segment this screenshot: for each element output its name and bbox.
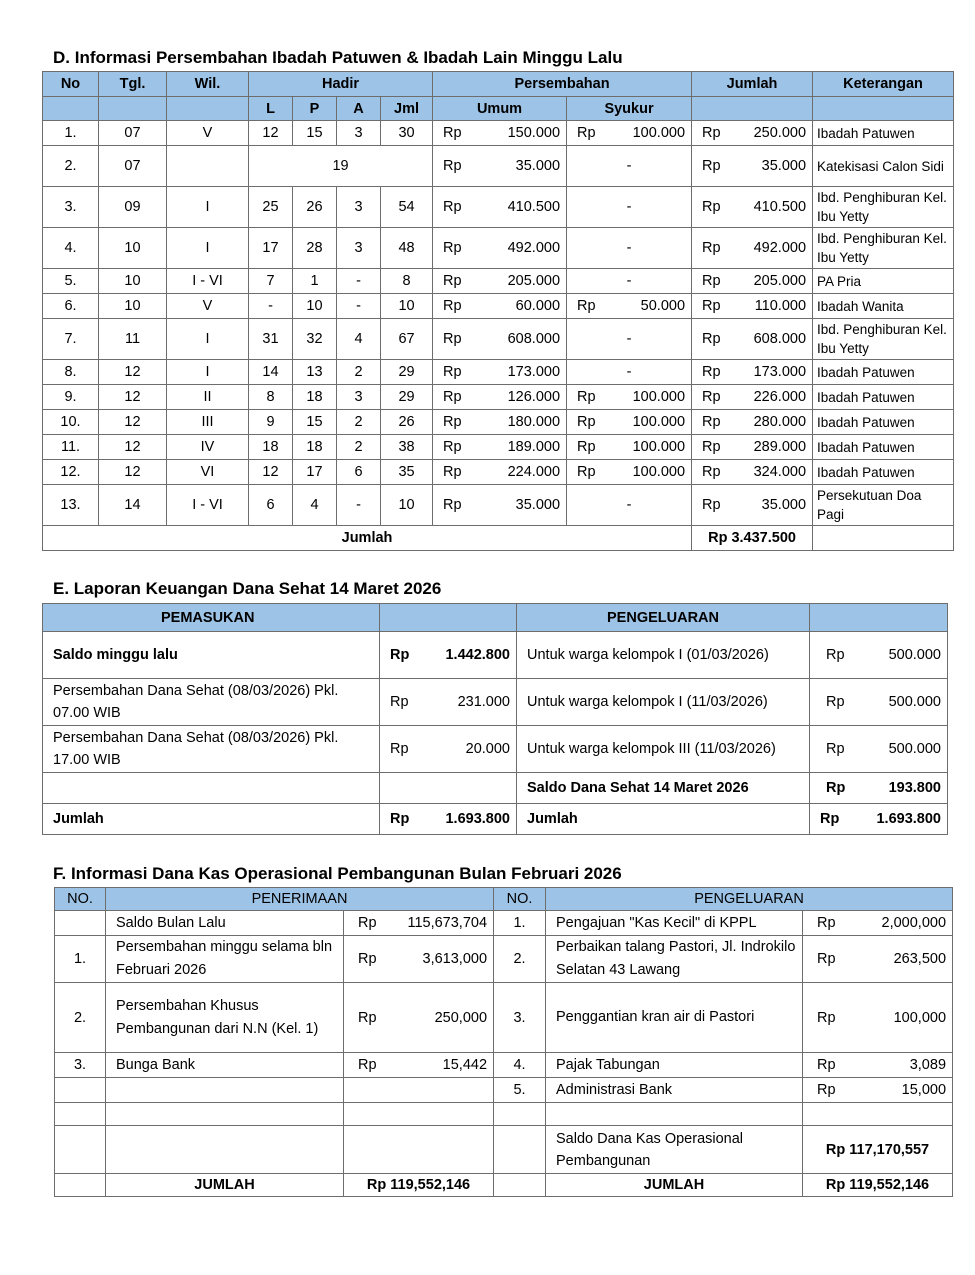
row-syukur: - xyxy=(567,485,692,526)
col-jumlah: Jumlah xyxy=(692,72,813,97)
out-no xyxy=(494,1103,546,1126)
table-row xyxy=(43,679,948,726)
out-label: Pajak Tabungan xyxy=(546,1053,803,1078)
table-row xyxy=(55,1053,953,1078)
total-out-label: Jumlah xyxy=(517,804,810,835)
table-row xyxy=(43,360,954,385)
row-p: 13 xyxy=(293,360,337,385)
total-in-amount: Rp 1.693.800 xyxy=(380,804,517,835)
total-out-label: JUMLAH xyxy=(546,1174,803,1197)
table-row xyxy=(43,726,948,773)
penerimaan-header: PENERIMAAN xyxy=(106,888,494,911)
sub-empty xyxy=(692,97,813,121)
row-umum: Rp 224.000 xyxy=(433,460,567,485)
row-p: 28 xyxy=(293,228,337,269)
out-no-header: NO. xyxy=(494,888,546,911)
row-jumlah: Rp 280.000 xyxy=(692,410,813,435)
saldo-in-label xyxy=(106,1126,344,1174)
row-no: 12. xyxy=(43,460,99,485)
table-row xyxy=(55,983,953,1053)
out-amount: Rp 15,000 xyxy=(803,1078,953,1103)
row-jml: 29 xyxy=(381,360,433,385)
row-a: 6 xyxy=(337,460,381,485)
saldo-in-amount xyxy=(344,1126,494,1174)
out-label: Untuk warga kelompok III (11/03/2026) xyxy=(517,726,810,773)
row-jml: 67 xyxy=(381,319,433,360)
pemasukan-header: PEMASUKAN xyxy=(43,604,380,632)
total-value: Rp 3.437.500 xyxy=(692,526,813,551)
row-no: 3. xyxy=(43,187,99,228)
row-umum: Rp 60.000 xyxy=(433,294,567,319)
in-amount xyxy=(344,1078,494,1103)
total-in-label: JUMLAH xyxy=(106,1174,344,1197)
row-p: 32 xyxy=(293,319,337,360)
in-label: Saldo minggu lalu xyxy=(43,632,380,679)
row-syukur: - xyxy=(567,269,692,294)
row-a: 3 xyxy=(337,228,381,269)
row-a: 3 xyxy=(337,187,381,228)
in-amount: Rp 3,613,000 xyxy=(344,936,494,983)
row-jml: 29 xyxy=(381,385,433,410)
row-tgl: 12 xyxy=(99,385,167,410)
row-hadir-merged: 19 xyxy=(249,146,433,187)
col-syukur: Syukur xyxy=(567,97,692,121)
row-l: 25 xyxy=(249,187,293,228)
total-in-label: Jumlah xyxy=(43,804,380,835)
section-e-title: E. Laporan Keuangan Dana Sehat 14 Maret 2026 xyxy=(53,579,442,598)
row-jml: 30 xyxy=(381,121,433,146)
offering-table xyxy=(42,71,954,551)
row-syukur: Rp 100.000 xyxy=(567,385,692,410)
row-tgl: 09 xyxy=(99,187,167,228)
row-syukur: - xyxy=(567,228,692,269)
row-jumlah: Rp 289.000 xyxy=(692,435,813,460)
row-keterangan: Ibd. Penghiburan Kel. Ibu Yetty xyxy=(813,228,954,269)
table-row xyxy=(55,1103,953,1126)
section-d-title: D. Informasi Persembahan Ibadah Patuwen & Ibadah Lain Minggu Lalu xyxy=(53,48,623,67)
in-no: 1. xyxy=(55,936,106,983)
table-row xyxy=(43,319,954,360)
row-p: 15 xyxy=(293,121,337,146)
row-tgl: 07 xyxy=(99,121,167,146)
row-jml: 8 xyxy=(381,269,433,294)
out-no: 3. xyxy=(494,983,546,1053)
header-empty xyxy=(380,604,517,632)
row-no: 6. xyxy=(43,294,99,319)
section-f-title: F. Informasi Dana Kas Operasional Pembangunan Bulan Februari 2026 xyxy=(53,864,622,883)
row-umum: Rp 608.000 xyxy=(433,319,567,360)
row-l: 8 xyxy=(249,385,293,410)
row-wil: I - VI xyxy=(167,269,249,294)
in-label: Persembahan Dana Sehat (08/03/2026) Pkl. 17.00 WIB xyxy=(43,726,380,773)
in-amount: Rp 1.442.800 xyxy=(380,632,517,679)
in-label xyxy=(43,773,380,804)
row-keterangan: Ibadah Wanita xyxy=(813,294,954,319)
pengeluaran-header: PENGELUARAN xyxy=(546,888,953,911)
out-no: 4. xyxy=(494,1053,546,1078)
in-label: Persembahan Dana Sehat (08/03/2026) Pkl. 07.00 WIB xyxy=(43,679,380,726)
col-tgl: Tgl. xyxy=(99,72,167,97)
row-jumlah: Rp 110.000 xyxy=(692,294,813,319)
row-l: 14 xyxy=(249,360,293,385)
saldo-label: Saldo Dana Kas Operasional Pembangunan xyxy=(546,1126,803,1174)
row-umum: Rp 205.000 xyxy=(433,269,567,294)
row-jumlah: Rp 410.500 xyxy=(692,187,813,228)
table-row xyxy=(43,269,954,294)
col-hadir: Hadir xyxy=(249,72,433,97)
row-keterangan: Ibadah Patuwen xyxy=(813,121,954,146)
total-out-amount: Rp 1.693.800 xyxy=(810,804,948,835)
in-no xyxy=(55,1078,106,1103)
row-l: 7 xyxy=(249,269,293,294)
saldo-out-no xyxy=(494,1126,546,1174)
row-tgl: 10 xyxy=(99,294,167,319)
in-amount: Rp 231.000 xyxy=(380,679,517,726)
row-no: 13. xyxy=(43,485,99,526)
total-out-no xyxy=(494,1174,546,1197)
row-a: 2 xyxy=(337,435,381,460)
table-row xyxy=(55,911,953,936)
row-a: - xyxy=(337,485,381,526)
out-amount: Rp 3,089 xyxy=(803,1053,953,1078)
col-umum: Umum xyxy=(433,97,567,121)
row-a: - xyxy=(337,294,381,319)
out-label xyxy=(546,1103,803,1126)
col-p: P xyxy=(293,97,337,121)
row-jumlah: Rp 492.000 xyxy=(692,228,813,269)
row-jumlah: Rp 226.000 xyxy=(692,385,813,410)
table-row xyxy=(43,460,954,485)
row-keterangan: Ibd. Penghiburan Kel. Ibu Yetty xyxy=(813,187,954,228)
row-tgl: 10 xyxy=(99,269,167,294)
out-no: 1. xyxy=(494,911,546,936)
row-a: 2 xyxy=(337,360,381,385)
row-tgl: 10 xyxy=(99,228,167,269)
row-no: 1. xyxy=(43,121,99,146)
row-l: 31 xyxy=(249,319,293,360)
row-tgl: 12 xyxy=(99,435,167,460)
in-no xyxy=(55,1103,106,1126)
row-no: 4. xyxy=(43,228,99,269)
row-wil: VI xyxy=(167,460,249,485)
out-amount: Rp 500.000 xyxy=(810,632,948,679)
row-p: 15 xyxy=(293,410,337,435)
table-row xyxy=(43,435,954,460)
row-l: 18 xyxy=(249,435,293,460)
row-jumlah: Rp 173.000 xyxy=(692,360,813,385)
out-no: 5. xyxy=(494,1078,546,1103)
in-amount xyxy=(380,773,517,804)
total-out-value: Rp 119,552,146 xyxy=(803,1174,953,1197)
out-amount: Rp 263,500 xyxy=(803,936,953,983)
in-label: Bunga Bank xyxy=(106,1053,344,1078)
row-l: 12 xyxy=(249,460,293,485)
col-keterangan: Keterangan xyxy=(813,72,954,97)
row-keterangan: Ibadah Patuwen xyxy=(813,460,954,485)
row-wil: V xyxy=(167,121,249,146)
row-wil: III xyxy=(167,410,249,435)
in-label: Saldo Bulan Lalu xyxy=(106,911,344,936)
row-syukur: - xyxy=(567,146,692,187)
col-persembahan: Persembahan xyxy=(433,72,692,97)
row-keterangan: Ibd. Penghiburan Kel. Ibu Yetty xyxy=(813,319,954,360)
row-tgl: 12 xyxy=(99,360,167,385)
in-amount xyxy=(344,1103,494,1126)
col-no: No xyxy=(43,72,99,97)
total-empty xyxy=(813,526,954,551)
row-a: 3 xyxy=(337,121,381,146)
out-amount: Rp 500.000 xyxy=(810,679,948,726)
row-syukur: Rp 100.000 xyxy=(567,410,692,435)
row-umum: Rp 410.500 xyxy=(433,187,567,228)
sub-empty xyxy=(43,97,99,121)
table-row xyxy=(43,410,954,435)
row-l: 6 xyxy=(249,485,293,526)
row-syukur: - xyxy=(567,360,692,385)
row-syukur: Rp 100.000 xyxy=(567,435,692,460)
in-amount: Rp 115,673,704 xyxy=(344,911,494,936)
row-wil xyxy=(167,146,249,187)
in-no: 3. xyxy=(55,1053,106,1078)
col-a: A xyxy=(337,97,381,121)
out-amount: Rp 2,000,000 xyxy=(803,911,953,936)
row-keterangan: Ibadah Patuwen xyxy=(813,410,954,435)
row-jumlah: Rp 35.000 xyxy=(692,146,813,187)
row-jml: 10 xyxy=(381,294,433,319)
row-keterangan: Ibadah Patuwen xyxy=(813,385,954,410)
row-p: 26 xyxy=(293,187,337,228)
table-row xyxy=(43,121,954,146)
row-umum: Rp 189.000 xyxy=(433,435,567,460)
row-tgl: 07 xyxy=(99,146,167,187)
total-label: Jumlah xyxy=(43,526,692,551)
row-p: 1 xyxy=(293,269,337,294)
row-umum: Rp 35.000 xyxy=(433,146,567,187)
row-syukur: Rp 50.000 xyxy=(567,294,692,319)
row-jml: 35 xyxy=(381,460,433,485)
row-l: 12 xyxy=(249,121,293,146)
out-amount: Rp 193.800 xyxy=(810,773,948,804)
row-a: 3 xyxy=(337,385,381,410)
row-jumlah: Rp 250.000 xyxy=(692,121,813,146)
row-umum: Rp 180.000 xyxy=(433,410,567,435)
in-amount: Rp 15,442 xyxy=(344,1053,494,1078)
row-p: 4 xyxy=(293,485,337,526)
row-jml: 54 xyxy=(381,187,433,228)
in-amount: Rp 250,000 xyxy=(344,983,494,1053)
row-no: 11. xyxy=(43,435,99,460)
row-l: - xyxy=(249,294,293,319)
row-l: 17 xyxy=(249,228,293,269)
row-no: 2. xyxy=(43,146,99,187)
table-row xyxy=(43,146,954,187)
row-umum: Rp 35.000 xyxy=(433,485,567,526)
out-amount: Rp 100,000 xyxy=(803,983,953,1053)
saldo-in-no xyxy=(55,1126,106,1174)
saldo-value: Rp 117,170,557 xyxy=(803,1126,953,1174)
table-row xyxy=(43,294,954,319)
row-wil: IV xyxy=(167,435,249,460)
sub-empty xyxy=(99,97,167,121)
in-amount: Rp 20.000 xyxy=(380,726,517,773)
row-wil: V xyxy=(167,294,249,319)
in-label xyxy=(106,1078,344,1103)
row-p: 18 xyxy=(293,385,337,410)
out-label: Administrasi Bank xyxy=(546,1078,803,1103)
row-jml: 10 xyxy=(381,485,433,526)
row-no: 9. xyxy=(43,385,99,410)
col-wil: Wil. xyxy=(167,72,249,97)
table-row xyxy=(43,485,954,526)
table-row xyxy=(43,385,954,410)
row-a: 4 xyxy=(337,319,381,360)
row-syukur: - xyxy=(567,187,692,228)
row-jml: 38 xyxy=(381,435,433,460)
out-label: Saldo Dana Sehat 14 Maret 2026 xyxy=(517,773,810,804)
row-jumlah: Rp 205.000 xyxy=(692,269,813,294)
row-umum: Rp 126.000 xyxy=(433,385,567,410)
table-row xyxy=(55,1078,953,1103)
out-amount: Rp 500.000 xyxy=(810,726,948,773)
row-a: 2 xyxy=(337,410,381,435)
row-l: 9 xyxy=(249,410,293,435)
row-no: 10. xyxy=(43,410,99,435)
row-keterangan: Ibadah Patuwen xyxy=(813,435,954,460)
out-label: Untuk warga kelompok I (01/03/2026) xyxy=(517,632,810,679)
row-jumlah: Rp 35.000 xyxy=(692,485,813,526)
row-no: 7. xyxy=(43,319,99,360)
row-p: 17 xyxy=(293,460,337,485)
total-in-value: Rp 119,552,146 xyxy=(344,1174,494,1197)
row-tgl: 14 xyxy=(99,485,167,526)
row-keterangan: PA Pria xyxy=(813,269,954,294)
in-no: 2. xyxy=(55,983,106,1053)
row-syukur: - xyxy=(567,319,692,360)
table-row xyxy=(43,632,948,679)
in-no-header: NO. xyxy=(55,888,106,911)
row-jml: 26 xyxy=(381,410,433,435)
table-row xyxy=(43,773,948,804)
row-wil: I xyxy=(167,360,249,385)
row-wil: I xyxy=(167,319,249,360)
in-no xyxy=(55,911,106,936)
row-jumlah: Rp 608.000 xyxy=(692,319,813,360)
in-label: Persembahan Khusus Pembangunan dari N.N (Kel. 1) xyxy=(106,983,344,1053)
kas-operasional-table xyxy=(54,887,953,1197)
col-jml: Jml xyxy=(381,97,433,121)
row-no: 5. xyxy=(43,269,99,294)
row-tgl: 12 xyxy=(99,410,167,435)
row-syukur: Rp 100.000 xyxy=(567,121,692,146)
total-in-no xyxy=(55,1174,106,1197)
sub-empty xyxy=(813,97,954,121)
table-row xyxy=(43,228,954,269)
row-wil: I xyxy=(167,228,249,269)
out-label: Pengajuan "Kas Kecil" di KPPL xyxy=(546,911,803,936)
row-umum: Rp 150.000 xyxy=(433,121,567,146)
row-wil: I xyxy=(167,187,249,228)
dana-sehat-table xyxy=(42,603,948,835)
in-label: Persembahan minggu selama bln Februari 2026 xyxy=(106,936,344,983)
row-tgl: 12 xyxy=(99,460,167,485)
row-p: 18 xyxy=(293,435,337,460)
row-wil: I - VI xyxy=(167,485,249,526)
sub-empty xyxy=(167,97,249,121)
row-jml: 48 xyxy=(381,228,433,269)
out-amount xyxy=(803,1103,953,1126)
row-umum: Rp 173.000 xyxy=(433,360,567,385)
row-keterangan: Persekutuan Doa Pagi xyxy=(813,485,954,526)
row-keterangan: Ibadah Patuwen xyxy=(813,360,954,385)
row-p: 10 xyxy=(293,294,337,319)
row-tgl: 11 xyxy=(99,319,167,360)
row-keterangan: Katekisasi Calon Sidi xyxy=(813,146,954,187)
pengeluaran-header: PENGELUARAN xyxy=(517,604,810,632)
out-label: Penggantian kran air di Pastori xyxy=(546,983,803,1053)
out-label: Untuk warga kelompok I (11/03/2026) xyxy=(517,679,810,726)
row-no: 8. xyxy=(43,360,99,385)
table-row xyxy=(55,936,953,983)
in-label xyxy=(106,1103,344,1126)
out-no: 2. xyxy=(494,936,546,983)
table-row xyxy=(43,187,954,228)
row-syukur: Rp 100.000 xyxy=(567,460,692,485)
row-wil: II xyxy=(167,385,249,410)
out-label: Perbaikan talang Pastori, Jl. Indrokilo Selatan 43 Lawang xyxy=(546,936,803,983)
row-jumlah: Rp 324.000 xyxy=(692,460,813,485)
col-l: L xyxy=(249,97,293,121)
header-empty xyxy=(810,604,948,632)
row-umum: Rp 492.000 xyxy=(433,228,567,269)
row-a: - xyxy=(337,269,381,294)
